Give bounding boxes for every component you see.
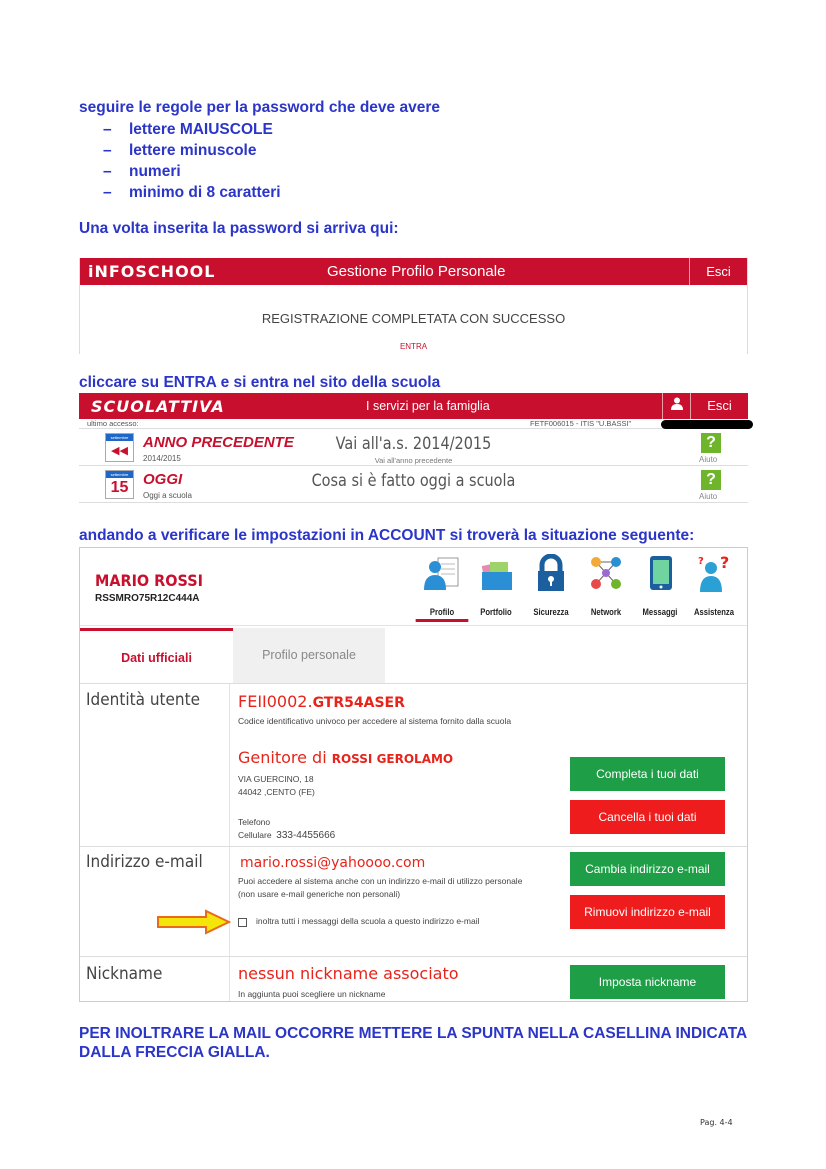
nickname-desc: In aggiunta puoi scegliere un nickname bbox=[238, 989, 386, 999]
dash: – bbox=[103, 121, 112, 138]
user-code: RSSMRO75R12C444A bbox=[95, 593, 200, 604]
parent-role bbox=[238, 748, 453, 767]
user-id-prefix: FEII0002. bbox=[238, 692, 313, 711]
address-line1: VIA GUERCINO, 18 bbox=[238, 774, 314, 784]
redaction-mark bbox=[661, 420, 753, 429]
help-icon[interactable]: ? bbox=[701, 470, 721, 490]
cell-value: 333-4455666 bbox=[276, 830, 336, 841]
rule-item bbox=[79, 161, 440, 182]
rule-item bbox=[79, 140, 440, 161]
page-number: Pag. 4-4 bbox=[700, 1118, 733, 1127]
rules-heading: seguire le regole per la password che deve avere bbox=[79, 99, 440, 116]
phone-icon bbox=[642, 554, 678, 592]
svg-text:?: ? bbox=[698, 556, 704, 567]
exit-button[interactable]: Esci bbox=[689, 258, 747, 285]
column-divider bbox=[229, 684, 230, 847]
nickname-section bbox=[80, 956, 747, 1002]
nav-profile[interactable] bbox=[411, 554, 473, 616]
nav-label: Assistenza bbox=[694, 607, 734, 617]
row-main: Vai all'a.s. 2014/2015 bbox=[335, 434, 492, 454]
email-value: mario.rossi@yahoooo.com bbox=[240, 855, 426, 871]
cal-month: settembre bbox=[106, 434, 133, 441]
infoschool-panel bbox=[79, 258, 748, 354]
row-sub: 2014/2015 bbox=[143, 454, 181, 463]
nickname-label: Nickname bbox=[86, 964, 163, 984]
scuolattiva-header bbox=[79, 393, 748, 419]
lock-icon bbox=[533, 554, 569, 592]
nav-label: Network bbox=[590, 607, 622, 617]
email-section bbox=[80, 846, 747, 956]
row-previous-year[interactable] bbox=[79, 430, 748, 466]
identity-section bbox=[80, 683, 747, 846]
row-name: OGGI bbox=[143, 471, 183, 488]
nav-label: Sicurezza bbox=[533, 607, 569, 617]
help-label: Aiuto bbox=[699, 492, 718, 501]
rules-list bbox=[79, 119, 440, 203]
nav-label: Profilo bbox=[416, 607, 469, 622]
person-icon[interactable] bbox=[662, 393, 690, 419]
step1-text: Una volta inserita la password si arriva qui: bbox=[79, 220, 399, 237]
school-name: FETF006015 - ITIS "U.BASSI" bbox=[530, 419, 632, 428]
account-panel bbox=[79, 547, 748, 1002]
remove-email-button[interactable]: Rimuovi indirizzo e-mail bbox=[570, 895, 725, 929]
cell-label: Cellulare bbox=[238, 830, 272, 840]
tab-personal-profile[interactable]: Profilo personale bbox=[233, 628, 385, 683]
step2-text: cliccare su ENTRA e si entra nel sito della scuola bbox=[79, 374, 441, 391]
user-id bbox=[238, 692, 405, 711]
column-divider bbox=[229, 847, 230, 957]
child-name: ROSSI GEROLAMO bbox=[331, 752, 454, 766]
delete-data-button[interactable]: Cancella i tuoi dati bbox=[570, 800, 725, 834]
address-line2: 44042 ,CENTO (FE) bbox=[238, 787, 315, 797]
nav-security[interactable] bbox=[520, 554, 582, 616]
email-label: Indirizzo e-mail bbox=[86, 852, 203, 872]
row-sub: Oggi a scuola bbox=[143, 491, 192, 500]
cal-month: settembre bbox=[106, 471, 133, 478]
nav-network[interactable] bbox=[575, 554, 637, 616]
yellow-arrow-icon bbox=[156, 909, 231, 935]
column-divider bbox=[229, 957, 230, 1002]
tab-official-data[interactable]: Dati ufficiali bbox=[80, 628, 233, 683]
rule-text: lettere MAIUSCOLE bbox=[129, 121, 273, 138]
network-icon bbox=[588, 554, 624, 592]
email-desc1: Puoi accedere al sistema anche con un indirizzo e-mail di utilizzo personale bbox=[238, 876, 523, 886]
footer-instruction: PER INOLTRARE LA MAIL OCCORRE METTERE LA SPUNTA NELLA CASELLINA INDICATA DALLA FRECCIA GIALLA. bbox=[79, 1025, 747, 1061]
dash: – bbox=[103, 163, 112, 180]
infoschool-title: Gestione Profilo Personale bbox=[327, 263, 506, 280]
help-label: Aiuto bbox=[699, 455, 718, 464]
cal-day: 15 bbox=[110, 479, 129, 496]
last-access: ultimo accesso: bbox=[87, 419, 139, 428]
profile-icon bbox=[424, 554, 460, 592]
nav-divider bbox=[80, 625, 747, 626]
scuolattiva-title: I servizi per la famiglia bbox=[366, 399, 490, 413]
forward-checkbox[interactable] bbox=[238, 918, 247, 927]
identity-label: Identità utente bbox=[86, 690, 201, 710]
help-icon[interactable]: ? bbox=[701, 433, 721, 453]
scuolattiva-panel bbox=[79, 393, 748, 505]
dash: – bbox=[103, 184, 112, 201]
portfolio-icon bbox=[478, 554, 514, 592]
scuolattiva-logo: SCUOLATTIVA bbox=[91, 397, 225, 416]
dash: – bbox=[103, 142, 112, 159]
user-id-desc: Codice identificativo univoco per accedere al sistema fornito dalla scuola bbox=[238, 716, 512, 726]
rule-text: lettere minuscole bbox=[129, 142, 257, 159]
user-name: MARIO ROSSI bbox=[95, 571, 203, 590]
nav-assistance[interactable] bbox=[683, 554, 745, 616]
phone-label: Telefono bbox=[238, 817, 271, 827]
infoschool-logo: iNFOSCHOOL bbox=[88, 262, 216, 281]
exit-button[interactable]: Esci bbox=[690, 393, 748, 419]
forward-label: inoltra tutti i messaggi della scuola a questo indirizzo e-mail bbox=[256, 916, 480, 926]
step3-text: andando a verificare le impostazioni in ACCOUNT si troverà la situazione seguente: bbox=[79, 527, 695, 544]
cell-row bbox=[238, 829, 335, 842]
row-main: Cosa si è fatto oggi a scuola bbox=[311, 471, 516, 491]
nav-portfolio[interactable] bbox=[465, 554, 527, 616]
nickname-value: nessun nickname associato bbox=[238, 964, 459, 983]
nav-label: Portfolio bbox=[480, 607, 512, 617]
row-name: ANNO PRECEDENTE bbox=[143, 434, 294, 451]
rule-item bbox=[79, 182, 440, 203]
rewind-icon: ◀◀ bbox=[111, 445, 128, 457]
complete-data-button[interactable]: Completa i tuoi dati bbox=[570, 757, 725, 791]
user-id-suffix: GTR54ASER bbox=[312, 695, 405, 711]
svg-text:?: ? bbox=[720, 554, 730, 572]
password-rules bbox=[79, 99, 440, 203]
set-nickname-button[interactable]: Imposta nickname bbox=[570, 965, 725, 999]
nav-messages[interactable] bbox=[629, 554, 691, 616]
rule-item bbox=[79, 119, 440, 140]
row-today[interactable] bbox=[79, 467, 748, 503]
enter-link[interactable]: ENTRA bbox=[399, 342, 428, 351]
help-person-icon bbox=[696, 554, 732, 592]
email-desc2: (non usare e-mail generiche non personali) bbox=[238, 889, 401, 899]
infoschool-header bbox=[80, 258, 747, 285]
success-message: REGISTRAZIONE COMPLETATA CON SUCCESSO bbox=[261, 311, 566, 326]
role-text: Genitore di bbox=[238, 748, 332, 767]
nav-label: Messaggi bbox=[642, 607, 678, 617]
rule-text: numeri bbox=[129, 163, 181, 180]
row-main-sub: Vai all'anno precedente bbox=[374, 456, 453, 465]
rule-text: minimo di 8 caratteri bbox=[129, 184, 281, 201]
access-bar bbox=[79, 419, 748, 429]
change-email-button[interactable]: Cambia indirizzo e-mail bbox=[570, 852, 725, 886]
